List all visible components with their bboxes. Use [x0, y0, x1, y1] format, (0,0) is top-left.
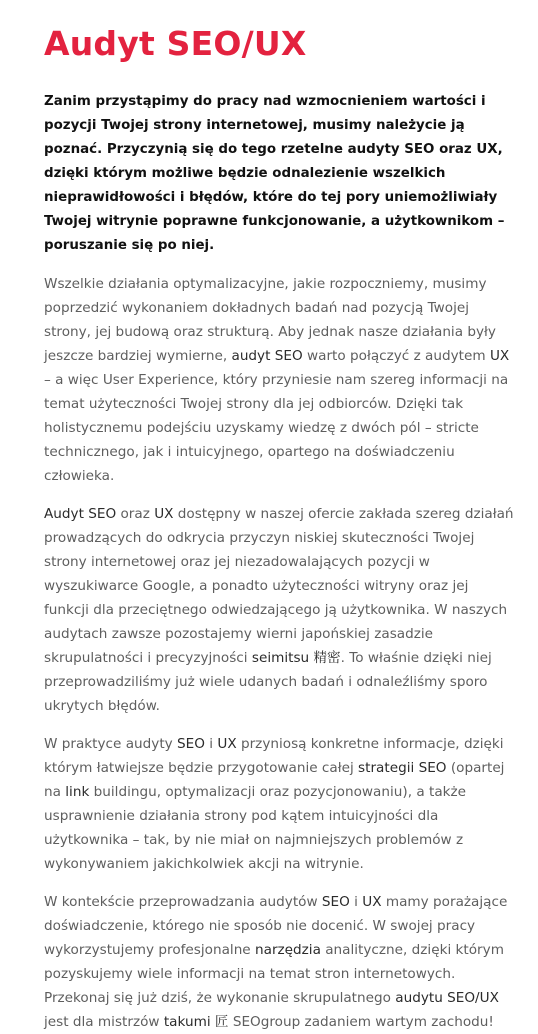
paragraph-2-text-c: . To właśnie dzięki niej przeprowadziliśmy już wiele udanych badań i odnaleźliśmy sporo ukrytych błędów.	[44, 650, 492, 714]
paragraph-4-text-a: W kontekście przeprowadzania audytów	[44, 894, 322, 910]
paragraph-3-text-a: W praktyce audyty	[44, 736, 178, 752]
keyword-audyt-seo: Audyt SEO	[44, 506, 117, 522]
keyword-link: link	[65, 784, 90, 800]
paragraph-1	[44, 272, 514, 488]
page-title: Audyt SEO/UX	[44, 24, 307, 63]
paragraph-3-text-b: i	[204, 736, 218, 752]
keyword-narzedzia: narzędzia	[255, 942, 321, 958]
paragraph-4-text-f: SEOgroup zadaniem wartym zachodu!	[228, 1014, 494, 1030]
keyword-audyt-seo: audyt SEO	[231, 348, 303, 364]
paragraph-2	[44, 502, 514, 718]
paragraph-1-text-c: – a więc User Experience, który przyniesie nam szereg informacji na temat użyteczności Twojej strony dla jej odbiorców. Dzięki tak holistycznemu podejściu uzyskamy wiedzę z dwóch pól – stricte technicznego, jak i intuicyjnego, opartego na doświadczeniu człowieka.	[44, 372, 509, 484]
paragraph-1-text-a: Wszelkie działania optymalizacyjne, jakie rozpoczniemy, musimy poprzedzić wykonaniem dokładnych badań nad pozycją Twojej strony, jej budową oraz strukturą. Aby jednak nasze działania były jeszcze bardziej wymierne,	[44, 276, 496, 364]
paragraph-4	[44, 890, 514, 1034]
paragraph-3-text-c: przyniosą konkretne informacje, dzięki którym łatwiejsze będzie przygotowanie całej	[44, 736, 504, 776]
keyword-ux: UX	[489, 348, 510, 364]
paragraph-3-text-d: (opartej na	[44, 760, 505, 800]
paragraph-2-text-a: oraz	[116, 506, 155, 522]
keyword-ux: UX	[154, 506, 174, 522]
paragraph-1-text-b: warto połączyć z audytem	[302, 348, 490, 364]
paragraph-2-text-b: dostępny w naszej ofercie zakłada szereg działań prowadzących do odkrycia przyczyn niskiej skuteczności Twojej strony internetowej oraz jej niezadowalających pozycji w wyszukiwarce Google, a ponadto użyteczności witryny oraz jej funkcji dla przeciętnego odwiedzającego ją użytkownika. W naszych audytach zawsze pozostajemy wierni japońskiej zasadzie skrupulatności i precyzyjności	[44, 506, 514, 666]
keyword-seo: SEO	[321, 894, 350, 910]
keyword-seo: SEO	[177, 736, 205, 752]
keyword-seimitsu: seimitsu 精密	[251, 650, 341, 666]
lead-paragraph: Zanim przystąpimy do pracy nad wzmocnieniem wartości i pozycji Twojej strony internetowej, musimy należycie ją poznać. Przyczynią się do tego rzetelne audyty SEO oraz UX, dzięki którym możliwe będzie odnalezienie wszelkich nieprawidłowości i błędów, które do tej pory uniemożliwiały Twojej witrynie poprawne funkcjonowanie, a użytkownikom – poruszanie się po niej.	[44, 94, 505, 253]
keyword-takumi: takumi 匠	[163, 1014, 229, 1030]
paragraph-4-text-c: mamy porażające doświadczenie, którego nie sposób nie docenić. W swojej pracy wykorzystujemy profesjonalne	[44, 894, 508, 958]
paragraph-3	[44, 732, 514, 876]
keyword-ux: UX	[362, 894, 382, 910]
keyword-strategii-seo: strategii SEO	[358, 760, 447, 776]
paragraph-4-text-b: i	[349, 894, 363, 910]
paragraph-3-text-e: buildingu, optymalizacji oraz pozycjonowaniu), a także usprawnienie działania strony pod kątem intuicyjności dla użytkownika – tak, by nie miał on najmniejszych problemów z wykonywaniem jakichkolwiek akcji na witrynie.	[44, 784, 467, 872]
keyword-ux: UX	[217, 736, 237, 752]
keyword-audytu-seo-ux: audytu SEO/UX	[395, 990, 499, 1006]
paragraph-4-text-e: jest dla mistrzów	[44, 1014, 164, 1030]
paragraph-4-text-d: analityczne, dzięki którym pozyskujemy wiele informacji na temat stron internetowych. Przekonaj się już dziś, że wykonanie skrupulatnego	[44, 942, 504, 1006]
